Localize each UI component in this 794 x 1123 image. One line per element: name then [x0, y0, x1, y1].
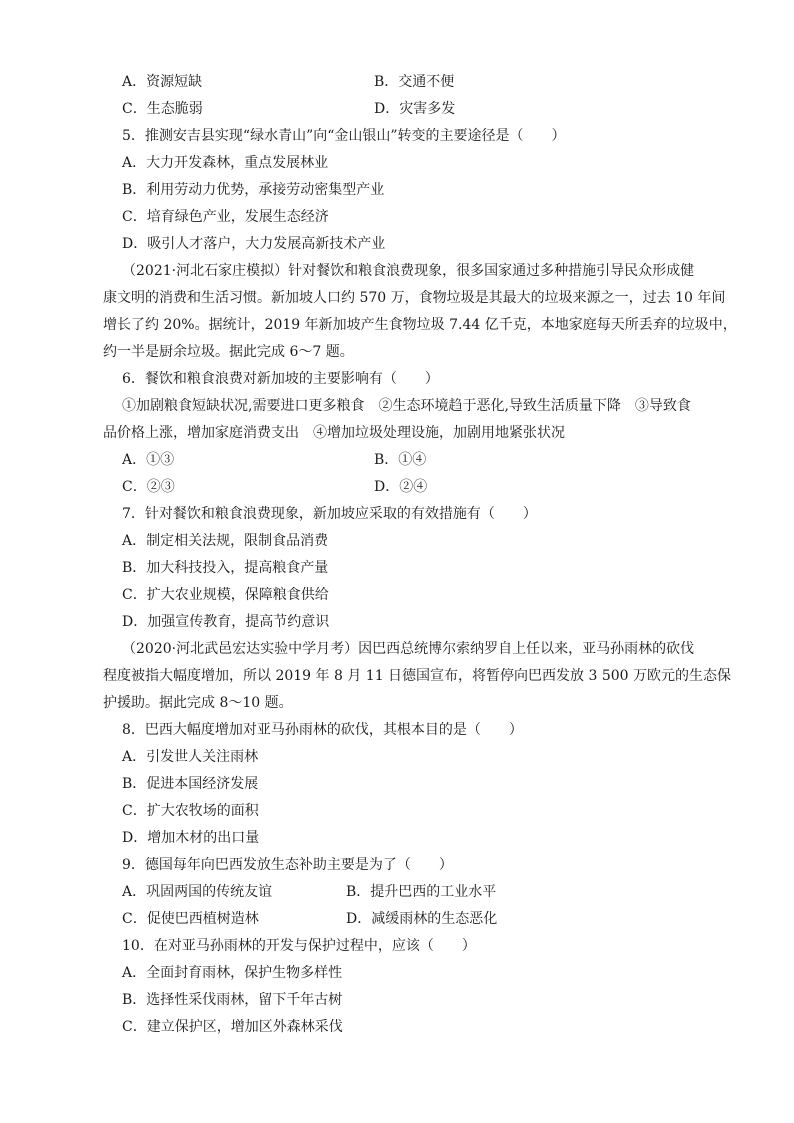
q5-option-a: A．大力开发森林，重点发展林业	[122, 155, 329, 171]
q9-stem: 9．德国每年向巴西发放生态补助主要是为了（ ）	[122, 857, 453, 873]
q6-statement-line1: ①加剧粮食短缺状况,需要进口更多粮食 ②生态环境趋于恶化,导致生活质量下降 ③导致食	[122, 398, 691, 414]
q9-option-a: A．巩固两国的传统友谊	[122, 884, 273, 900]
q5-option-b: B．利用劳动力优势，承接劳动密集型产业	[122, 182, 385, 198]
q6-option-a: A．①③	[122, 452, 175, 468]
material1-line4: 约一半是厨余垃圾。据此完成 6～7 题。	[103, 344, 354, 360]
q8-option-b: B．促进本国经济发展	[122, 776, 259, 792]
q7-stem: 7．针对餐饮和粮食浪费现象，新加坡应采取的有效措施有（ ）	[122, 506, 537, 522]
q7-option-d: D．加强宣传教育，提高节约意识	[122, 614, 330, 630]
material2-line1: （2020·河北武邑宏达实验中学月考）因巴西总统博尔索纳罗自上任以来，亚马孙雨林的砍伐	[122, 641, 695, 657]
q4-option-a: A．资源短缺	[122, 74, 203, 90]
q6-statement-line2: 品价格上涨，增加家庭消费支出 ④增加垃圾处理设施，加剧用地紧张状况	[103, 425, 565, 441]
q6-option-d: D．②④	[374, 479, 428, 495]
material2-line3: 护援助。据此完成 8～10 题。	[103, 695, 293, 711]
q9-option-b: B．提升巴西的工业水平	[346, 884, 497, 900]
q8-option-c: C．扩大农牧场的面积	[122, 803, 259, 819]
material1-line2: 康文明的消费和生活习惯。新加坡人口约 570 万，食物垃圾是其最大的垃圾来源之一，过去 10 年间	[103, 290, 726, 306]
q9-option-c: C．促使巴西植树造林	[122, 911, 259, 927]
q8-option-d: D．增加木材的出口量	[122, 830, 260, 846]
q7-option-a: A．制定相关法规，限制食品消费	[122, 533, 329, 549]
q4-option-b: B．交通不便	[374, 74, 455, 90]
q5-option-d: D．吸引人才落户，大力发展高新技术产业	[122, 236, 386, 252]
q7-option-b: B．加大科技投入，提高粮食产量	[122, 560, 329, 576]
material1-line3: 增长了约 20%。据统计，2019 年新加坡产生食物垃圾 7.44 亿千克，本地家庭每天所丢弃的垃圾中，	[103, 317, 737, 333]
material2-line2: 程度被指大幅度增加，所以 2019 年 8 月 11 日德国宣布，将暂停向巴西发放 3 500 万欧元的生态保	[103, 668, 732, 684]
material1-line1: （2021·河北石家庄模拟）针对餐饮和粮食浪费现象，很多国家通过多种措施引导民众形成健	[122, 263, 695, 279]
q10-option-a: A．全面封育雨林，保护生物多样性	[122, 965, 343, 981]
q10-option-c: C．建立保护区，增加区外森林采伐	[122, 1019, 343, 1035]
q9-option-d: D．减缓雨林的生态恶化	[346, 911, 498, 927]
q10-option-b: B．选择性采伐雨林，留下千年古树	[122, 992, 343, 1008]
q6-stem: 6．餐饮和粮食浪费对新加坡的主要影响有（ ）	[122, 371, 439, 387]
q8-option-a: A．引发世人关注雨林	[122, 749, 259, 765]
q5-option-c: C．培育绿色产业，发展生态经济	[122, 209, 329, 225]
q8-stem: 8．巴西大幅度增加对亚马孙雨林的砍伐，其根本目的是（ ）	[122, 722, 523, 738]
q6-option-b: B．①④	[374, 452, 427, 468]
q7-option-c: C．扩大农业规模，保障粮食供给	[122, 587, 329, 603]
q6-option-c: C．②③	[122, 479, 175, 495]
q4-option-d: D．灾害多发	[374, 101, 456, 117]
q4-option-c: C．生态脆弱	[122, 101, 203, 117]
q10-stem: 10．在对亚马孙雨林的开发与保护过程中，应该（ ）	[122, 938, 476, 954]
q5-stem: 5．推测安吉县实现“绿水青山”向“金山银山”转变的主要途径是（ ）	[122, 128, 566, 144]
